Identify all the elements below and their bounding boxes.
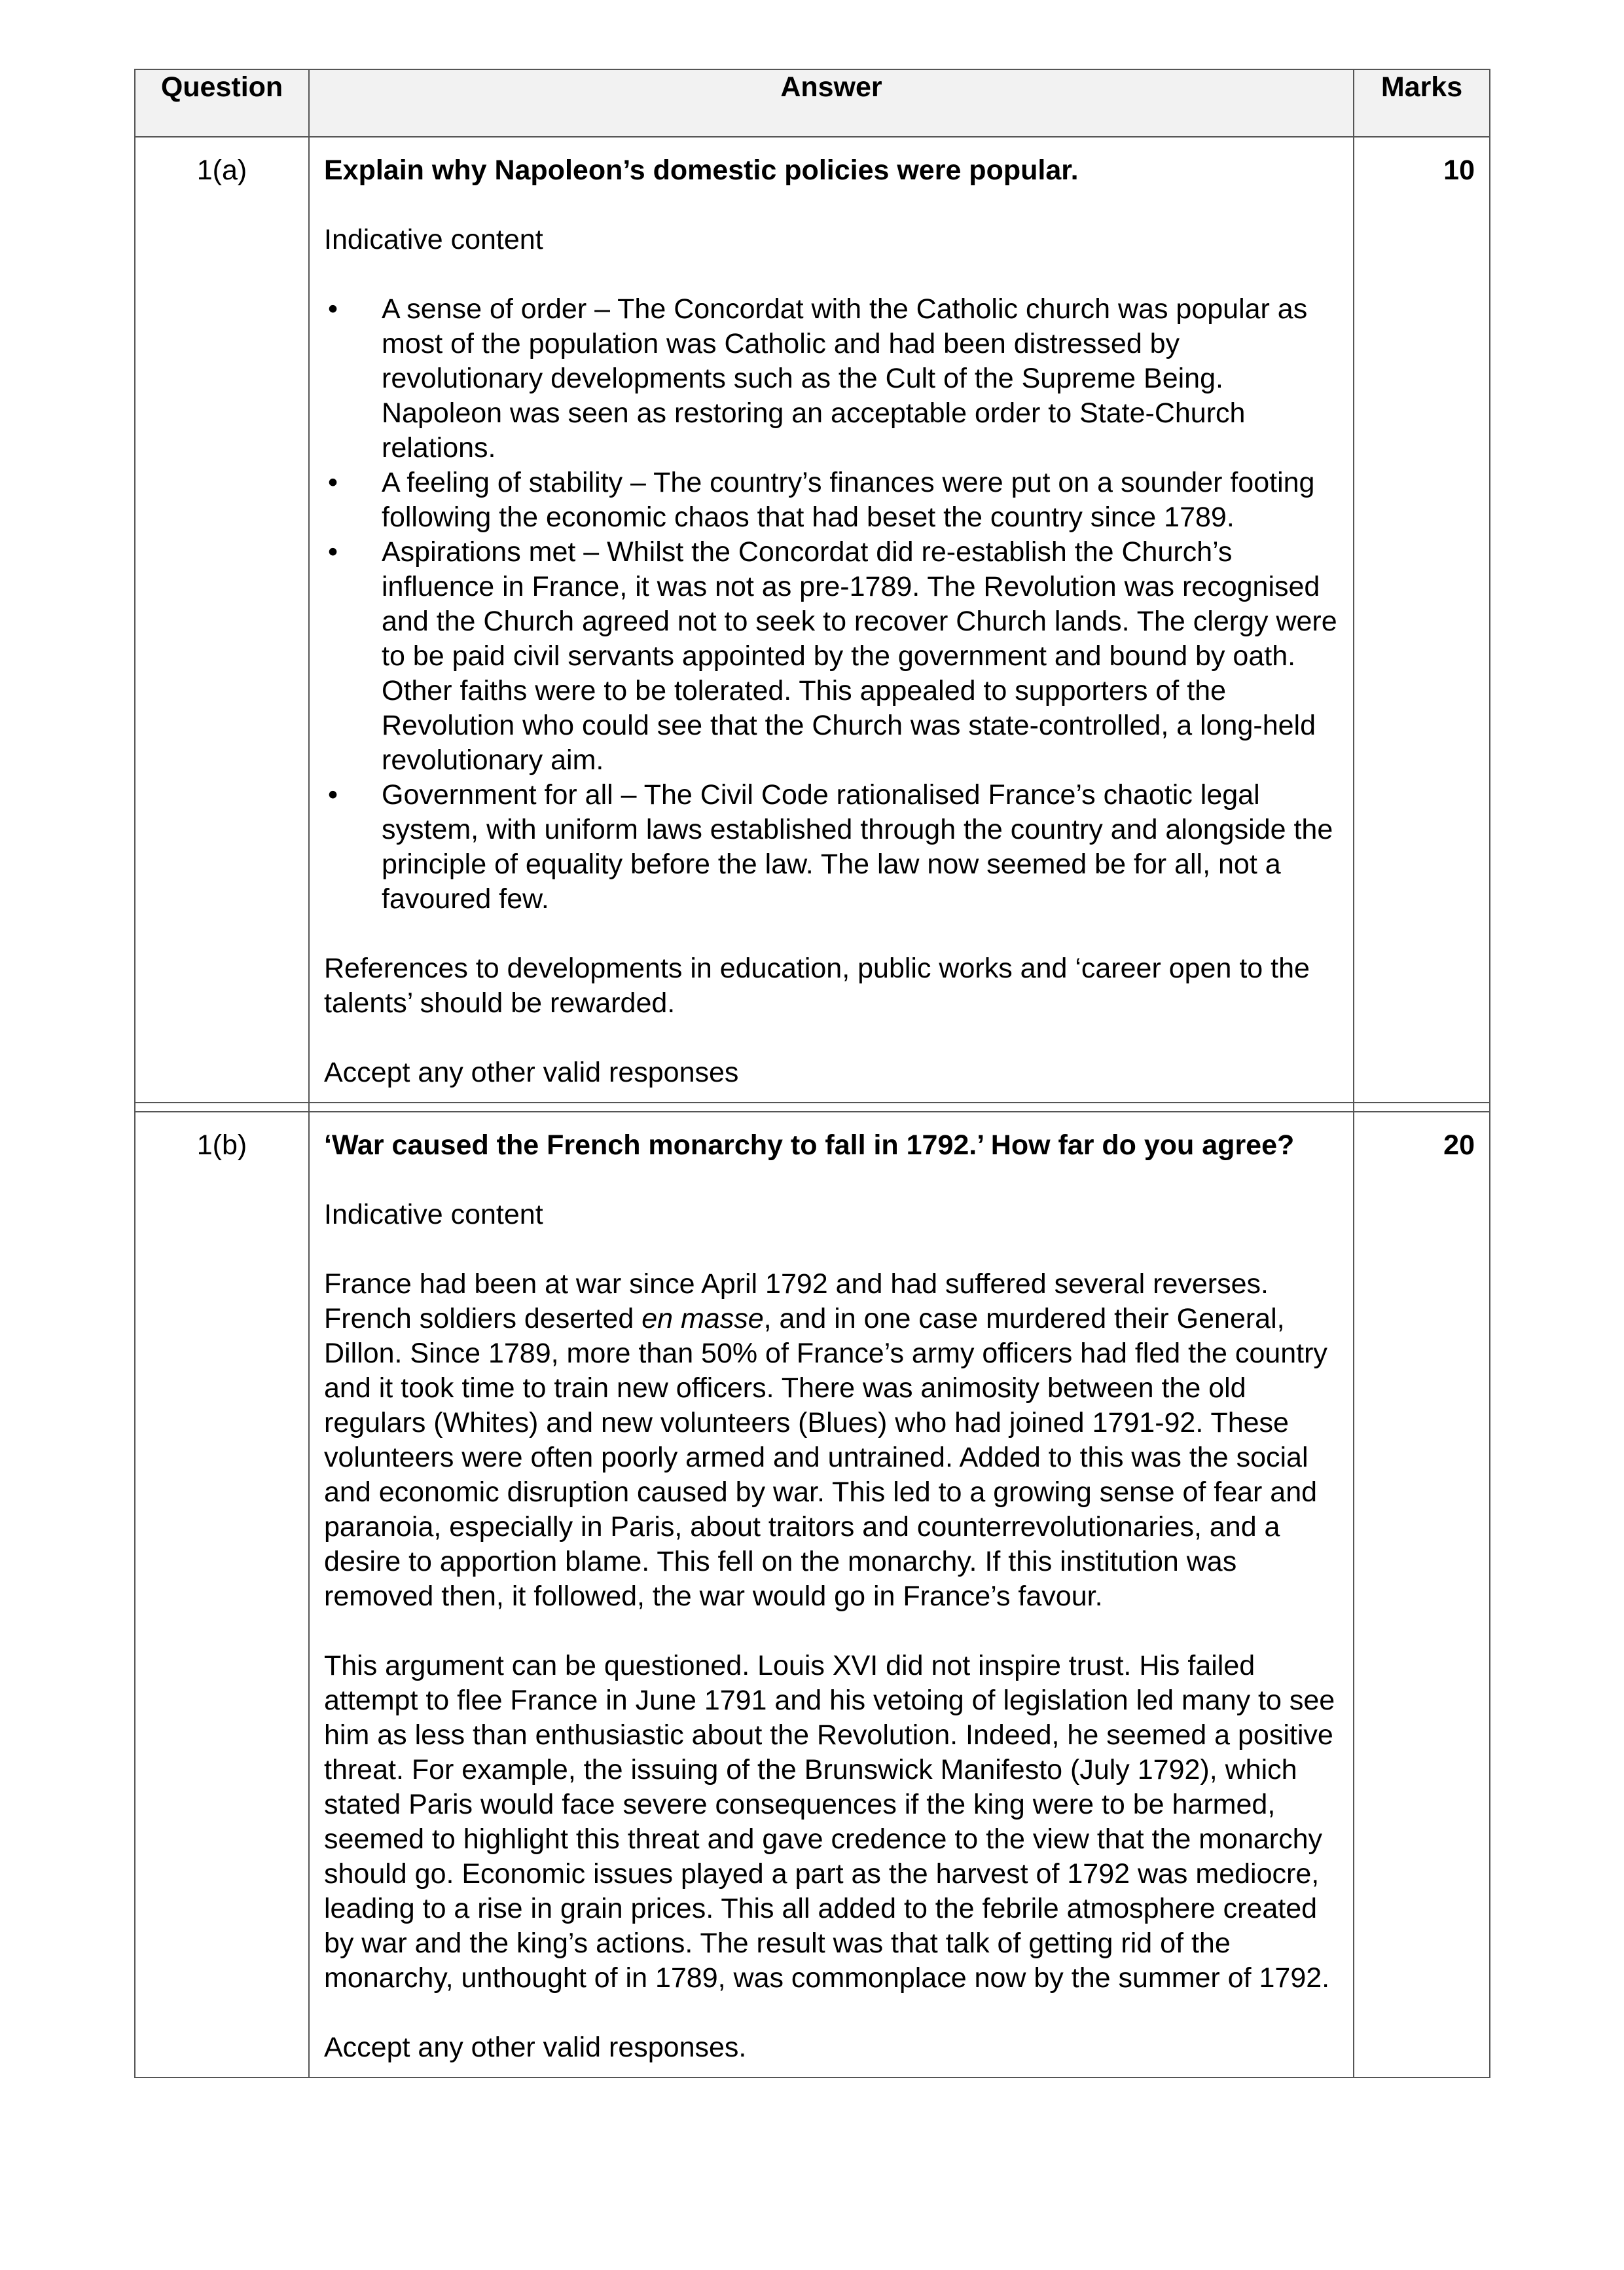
bullet-icon: •	[328, 536, 338, 568]
question-title-q1a: Explain why Napoleon’s domestic policies were popular.	[324, 155, 1079, 186]
paragraph-counter-argument: This argument can be questioned. Louis XVI did not inspire trust. His failed attempt to flee France in June 1791 and his vetoing of legislation led many to see him as less than enthusiastic about the Revolution. Indeed, he seemed a positive threat. For example, the issuing of the Brunswick Manifesto (July 1792), which stated Paris would face severe consequences if the king were to be harmed, seemed to highlight this threat and gave credence to the view that the monarchy should go. Economic issues played a part as the harvest of 1792 was mediocre, leading to a rise in grain prices. This all added to the febrile atmosphere created by war and the king’s actions. The result was that talk of getting rid of the monarchy, unthought of in 1789, was commonplace now by the summer of 1792.	[324, 1650, 1335, 1994]
question-number-q1a: 1(a)	[135, 137, 309, 1103]
table-row-q1b	[135, 1112, 1490, 2078]
question-number-q1b: 1(b)	[135, 1112, 309, 2078]
answer-cell-q1b	[309, 1112, 1354, 2078]
answer-column-header: Answer	[309, 69, 1354, 137]
marks-value-q1b: 20	[1354, 1112, 1490, 2078]
row-separator	[135, 1103, 1490, 1112]
accept-note-q1b: Accept any other valid responses.	[324, 2032, 747, 2063]
bullet-icon: •	[328, 467, 338, 498]
table-row-q1a	[135, 137, 1490, 1103]
mark-scheme-table	[134, 69, 1490, 2078]
list-item	[324, 778, 1344, 917]
references-note-q1a: References to developments in education, public works and ‘career open to the talents’ should be rewarded.	[324, 953, 1310, 1019]
paragraph-war-argument	[324, 1267, 1344, 1614]
list-item-text: A sense of order – The Concordat with the Catholic church was popular as most of the population was Catholic and had been distressed by revolutionary developments such as the Cult of the Supreme Being. Napoleon was seen as restoring an acceptable order to State-Church relations.	[382, 293, 1308, 464]
list-item	[324, 535, 1344, 778]
question-column-header: Question	[135, 69, 309, 137]
paragraph-text: , and in one case murdered their General, Dillon. Since 1789, more than 50% of France’s army officers had fled the country and it took time to train new officers. There was animosity between the old regulars (Whites) and new volunteers (Blues) who had joined 1791-92. These volunteers were often poorly armed and untrained. Added to this was the social and economic disruption caused by war. This led to a growing sense of fear and paranoia, especially in Paris, about traitors and counterrevolutionaries, and a desire to apportion blame. This fell on the monarchy. If this institution was removed then, it followed, the war would go in France’s favour.	[324, 1303, 1327, 1612]
list-item-text: Government for all – The Civil Code rationalised France’s chaotic legal system, with uniform laws established through the country and alongside the principle of equality before the law. The law now seemed be for all, not a favoured few.	[382, 779, 1333, 915]
list-item-text: A feeling of stability – The country’s finances were put on a sounder footing following the economic chaos that had beset the country since 1789.	[382, 467, 1315, 533]
marks-value-q1a: 10	[1354, 137, 1490, 1103]
accept-note-q1a: Accept any other valid responses	[324, 1057, 739, 1088]
list-item	[324, 466, 1344, 535]
bullet-icon: •	[328, 779, 338, 811]
italic-phrase: en masse	[641, 1303, 764, 1334]
table-header-row	[135, 69, 1490, 137]
bullet-icon: •	[328, 293, 338, 325]
indicative-content-label-q1b: Indicative content	[324, 1199, 543, 1230]
list-item	[324, 292, 1344, 466]
separator-cell	[135, 1103, 309, 1112]
bullet-list-q1a	[324, 292, 1344, 917]
separator-cell	[309, 1103, 1354, 1112]
list-item-text: Aspirations met – Whilst the Concordat did re-establish the Church’s influence in France, it was not as pre-1789. The Revolution was recognised and the Church agreed not to seek to recover Church lands. The clergy were to be paid civil servants appointed by the government and bound by oath. Other faiths were to be tolerated. This appealed to supporters of the Revolution who could see that the Church was state-controlled, a long-held revolutionary aim.	[382, 536, 1337, 776]
indicative-content-label-q1a: Indicative content	[324, 224, 543, 255]
marks-column-header: Marks	[1354, 69, 1490, 137]
question-title-q1b: ‘War caused the French monarchy to fall in 1792.’ How far do you agree?	[324, 1129, 1295, 1161]
answer-cell-q1a	[309, 137, 1354, 1103]
mark-scheme-page	[134, 69, 1489, 2078]
paragraph-text: France had been at war since April 1792 and had suffered several reverses. French soldiers deserted	[324, 1268, 1269, 1334]
separator-cell	[1354, 1103, 1490, 1112]
